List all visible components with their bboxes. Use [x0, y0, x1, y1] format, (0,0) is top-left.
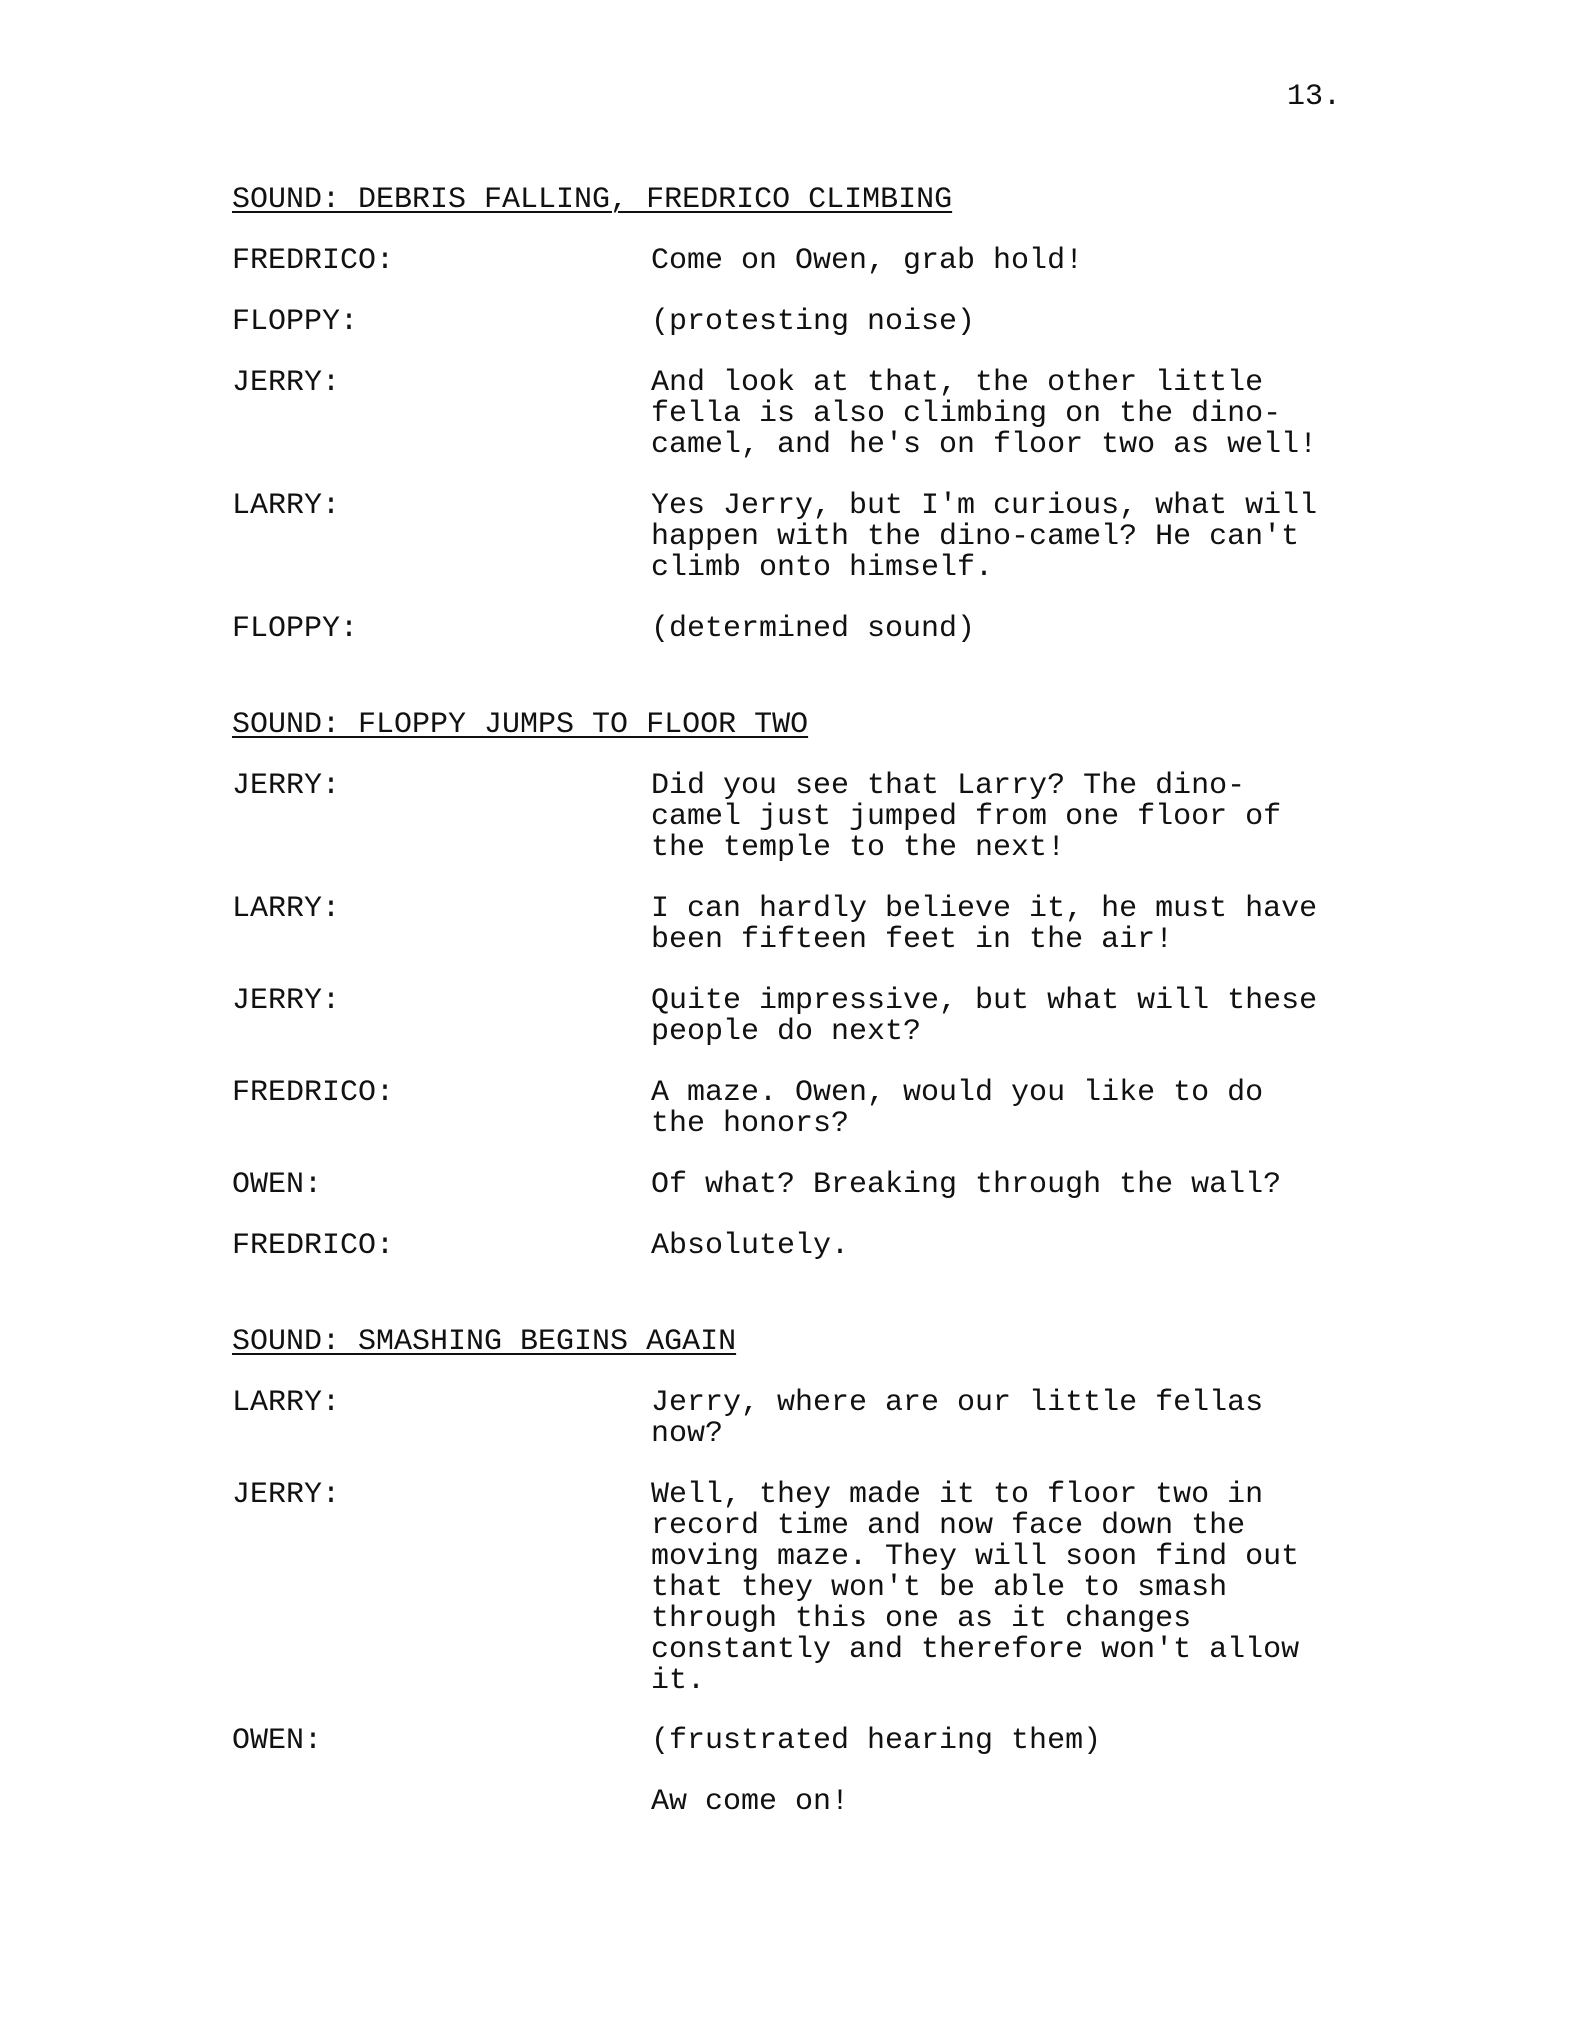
speaker-name: JERRY:	[232, 366, 341, 400]
speaker-name: JERRY:	[232, 769, 341, 803]
speaker-name: FLOPPY:	[232, 305, 359, 339]
dialogue-line: (frustrated hearing them)	[651, 1724, 1102, 1758]
speaker-name: LARRY:	[232, 489, 341, 523]
dialogue-line: Of what? Breaking through the wall?	[651, 1168, 1282, 1202]
sound-cue: SOUND: DEBRIS FALLING, FREDRICO CLIMBING	[232, 183, 953, 217]
dialogue-line: Did you see that Larry? The dino-	[651, 769, 1246, 803]
dialogue-line: Jerry, where are our little fellas	[651, 1386, 1264, 1420]
dialogue-line: And look at that, the other little	[651, 366, 1264, 400]
dialogue-line: Come on Owen, grab hold!	[651, 244, 1084, 278]
speaker-name: OWEN:	[232, 1168, 323, 1202]
dialogue-line: Quite impressive, but what will these	[651, 984, 1318, 1018]
dialogue-line: through this one as it changes	[651, 1602, 1192, 1636]
speaker-name: LARRY:	[232, 892, 341, 926]
dialogue-line: happen with the dino-camel? He can't	[651, 520, 1300, 554]
speaker-name: FREDRICO:	[232, 1229, 395, 1263]
dialogue-line: camel, and he's on floor two as well!	[651, 428, 1318, 462]
dialogue-line: (determined sound)	[651, 612, 976, 646]
dialogue-line: record time and now face down the	[651, 1509, 1246, 1543]
sound-cue: SOUND: FLOPPY JUMPS TO FLOOR TWO	[232, 708, 809, 742]
dialogue-line: now?	[651, 1417, 724, 1451]
dialogue-line: camel just jumped from one floor of	[651, 800, 1282, 834]
dialogue-line: the honors?	[651, 1107, 850, 1141]
speaker-name: FREDRICO:	[232, 1076, 395, 1110]
dialogue-line: I can hardly believe it, he must have	[651, 892, 1318, 926]
dialogue-line: that they won't be able to smash	[651, 1571, 1228, 1605]
dialogue-line: it.	[651, 1664, 706, 1698]
dialogue-line: constantly and therefore won't allow	[651, 1633, 1300, 1667]
dialogue-line: moving maze. They will soon find out	[651, 1540, 1300, 1574]
speaker-name: FLOPPY:	[232, 612, 359, 646]
dialogue-line: Absolutely.	[651, 1229, 850, 1263]
dialogue-line: people do next?	[651, 1015, 922, 1049]
dialogue-line: climb onto himself.	[651, 551, 994, 585]
sound-cue: SOUND: SMASHING BEGINS AGAIN	[232, 1325, 737, 1359]
dialogue-line: been fifteen feet in the air!	[651, 923, 1174, 957]
speaker-name: OWEN:	[232, 1724, 323, 1758]
dialogue-line: the temple to the next!	[651, 831, 1066, 865]
dialogue-line: (protesting noise)	[651, 305, 976, 339]
speaker-name: JERRY:	[232, 984, 341, 1018]
speaker-name: JERRY:	[232, 1478, 341, 1512]
dialogue-line: fella is also climbing on the dino-	[651, 397, 1282, 431]
page-number: 13.	[1287, 80, 1342, 114]
dialogue-line: Well, they made it to floor two in	[651, 1478, 1264, 1512]
speaker-name: LARRY:	[232, 1386, 341, 1420]
dialogue-line: A maze. Owen, would you like to do	[651, 1076, 1264, 1110]
dialogue-line: Yes Jerry, but I'm curious, what will	[651, 489, 1318, 523]
speaker-name: FREDRICO:	[232, 244, 395, 278]
dialogue-line: Aw come on!	[651, 1785, 850, 1819]
